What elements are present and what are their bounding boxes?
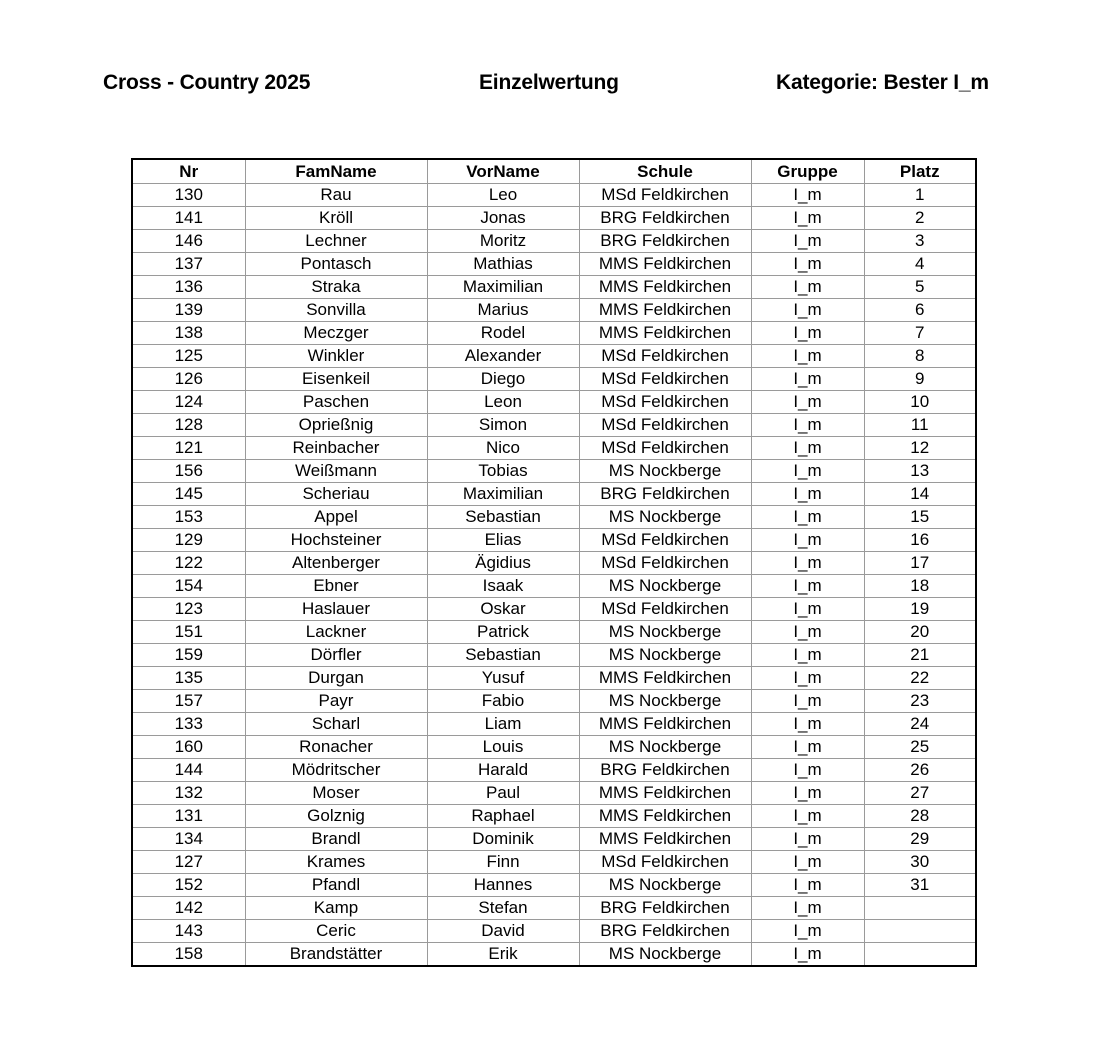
cell-platz: 19 — [864, 598, 976, 621]
cell-famname: Appel — [245, 506, 427, 529]
cell-platz: 30 — [864, 851, 976, 874]
cell-vorname: Raphael — [427, 805, 579, 828]
cell-nr: 159 — [132, 644, 245, 667]
cell-gruppe: I_m — [751, 690, 864, 713]
cell-schule: MSd Feldkirchen — [579, 345, 751, 368]
cell-gruppe: I_m — [751, 322, 864, 345]
cell-nr: 141 — [132, 207, 245, 230]
cell-famname: Krames — [245, 851, 427, 874]
cell-nr: 133 — [132, 713, 245, 736]
table-row — [132, 345, 976, 368]
cell-famname: Hochsteiner — [245, 529, 427, 552]
table-row — [132, 713, 976, 736]
cell-famname: Weißmann — [245, 460, 427, 483]
cell-famname: Pontasch — [245, 253, 427, 276]
cell-vorname: Louis — [427, 736, 579, 759]
cell-vorname: Fabio — [427, 690, 579, 713]
cell-schule: BRG Feldkirchen — [579, 207, 751, 230]
cell-gruppe: I_m — [751, 575, 864, 598]
table-row — [132, 414, 976, 437]
cell-schule: MMS Feldkirchen — [579, 253, 751, 276]
cell-gruppe: I_m — [751, 391, 864, 414]
column-header-famname: FamName — [245, 159, 427, 184]
cell-nr: 121 — [132, 437, 245, 460]
cell-famname: Payr — [245, 690, 427, 713]
cell-nr: 158 — [132, 943, 245, 967]
cell-vorname: Elias — [427, 529, 579, 552]
cell-famname: Sonvilla — [245, 299, 427, 322]
cell-vorname: Yusuf — [427, 667, 579, 690]
cell-vorname: Paul — [427, 782, 579, 805]
cell-gruppe: I_m — [751, 667, 864, 690]
cell-platz: 23 — [864, 690, 976, 713]
cell-schule: MSd Feldkirchen — [579, 598, 751, 621]
cell-nr: 134 — [132, 828, 245, 851]
table-row — [132, 552, 976, 575]
cell-famname: Durgan — [245, 667, 427, 690]
cell-gruppe: I_m — [751, 552, 864, 575]
column-header-nr: Nr — [132, 159, 245, 184]
cell-schule: MSd Feldkirchen — [579, 414, 751, 437]
cell-famname: Kröll — [245, 207, 427, 230]
cell-platz: 31 — [864, 874, 976, 897]
cell-schule: MSd Feldkirchen — [579, 368, 751, 391]
cell-platz: 24 — [864, 713, 976, 736]
cell-nr: 130 — [132, 184, 245, 207]
cell-famname: Straka — [245, 276, 427, 299]
table-row — [132, 805, 976, 828]
cell-vorname: Diego — [427, 368, 579, 391]
evaluation-type: Einzelwertung — [479, 71, 619, 94]
table-row — [132, 782, 976, 805]
cell-gruppe: I_m — [751, 782, 864, 805]
cell-platz: 2 — [864, 207, 976, 230]
cell-vorname: Stefan — [427, 897, 579, 920]
table-row — [132, 621, 976, 644]
cell-platz: 27 — [864, 782, 976, 805]
cell-famname: Lechner — [245, 230, 427, 253]
cell-schule: MSd Feldkirchen — [579, 184, 751, 207]
category-label: Kategorie: Bester I_m — [776, 71, 989, 94]
table-row — [132, 575, 976, 598]
table-row — [132, 506, 976, 529]
cell-schule: MSd Feldkirchen — [579, 851, 751, 874]
table-row — [132, 943, 976, 967]
table-row — [132, 920, 976, 943]
cell-famname: Paschen — [245, 391, 427, 414]
cell-gruppe: I_m — [751, 943, 864, 967]
table-row — [132, 644, 976, 667]
cell-nr: 157 — [132, 690, 245, 713]
cell-gruppe: I_m — [751, 414, 864, 437]
cell-nr: 122 — [132, 552, 245, 575]
cell-vorname: Jonas — [427, 207, 579, 230]
cell-famname: Lackner — [245, 621, 427, 644]
cell-famname: Scheriau — [245, 483, 427, 506]
cell-nr: 123 — [132, 598, 245, 621]
cell-vorname: David — [427, 920, 579, 943]
cell-schule: MMS Feldkirchen — [579, 299, 751, 322]
cell-platz: 21 — [864, 644, 976, 667]
cell-gruppe: I_m — [751, 207, 864, 230]
table-row — [132, 299, 976, 322]
event-title: Cross - Country 2025 — [103, 71, 311, 94]
cell-platz: 7 — [864, 322, 976, 345]
cell-schule: MSd Feldkirchen — [579, 552, 751, 575]
cell-platz: 14 — [864, 483, 976, 506]
cell-schule: MS Nockberge — [579, 690, 751, 713]
cell-famname: Brandl — [245, 828, 427, 851]
cell-gruppe: I_m — [751, 529, 864, 552]
cell-famname: Ceric — [245, 920, 427, 943]
cell-platz: 3 — [864, 230, 976, 253]
cell-nr: 137 — [132, 253, 245, 276]
column-header-platz: Platz — [864, 159, 976, 184]
cell-vorname: Maximilian — [427, 483, 579, 506]
cell-nr: 138 — [132, 322, 245, 345]
cell-schule: BRG Feldkirchen — [579, 759, 751, 782]
table-row — [132, 736, 976, 759]
cell-platz: 15 — [864, 506, 976, 529]
cell-platz — [864, 897, 976, 920]
cell-famname: Eisenkeil — [245, 368, 427, 391]
cell-gruppe: I_m — [751, 437, 864, 460]
cell-platz: 11 — [864, 414, 976, 437]
cell-vorname: Leo — [427, 184, 579, 207]
cell-vorname: Erik — [427, 943, 579, 967]
table-row — [132, 897, 976, 920]
cell-platz: 6 — [864, 299, 976, 322]
results-table — [131, 158, 977, 967]
cell-gruppe: I_m — [751, 736, 864, 759]
cell-gruppe: I_m — [751, 713, 864, 736]
cell-schule: MS Nockberge — [579, 506, 751, 529]
cell-gruppe: I_m — [751, 828, 864, 851]
cell-gruppe: I_m — [751, 851, 864, 874]
cell-platz — [864, 920, 976, 943]
cell-vorname: Ägidius — [427, 552, 579, 575]
cell-platz: 22 — [864, 667, 976, 690]
table-row — [132, 437, 976, 460]
cell-famname: Ebner — [245, 575, 427, 598]
cell-nr: 128 — [132, 414, 245, 437]
table-row — [132, 322, 976, 345]
table-row — [132, 253, 976, 276]
cell-famname: Dörfler — [245, 644, 427, 667]
cell-vorname: Moritz — [427, 230, 579, 253]
cell-vorname: Rodel — [427, 322, 579, 345]
cell-platz: 4 — [864, 253, 976, 276]
cell-vorname: Simon — [427, 414, 579, 437]
cell-platz: 9 — [864, 368, 976, 391]
cell-platz: 18 — [864, 575, 976, 598]
cell-vorname: Dominik — [427, 828, 579, 851]
cell-vorname: Hannes — [427, 874, 579, 897]
cell-vorname: Patrick — [427, 621, 579, 644]
cell-schule: MS Nockberge — [579, 736, 751, 759]
column-header-gruppe: Gruppe — [751, 159, 864, 184]
table-row — [132, 368, 976, 391]
cell-famname: Oprießnig — [245, 414, 427, 437]
cell-schule: MSd Feldkirchen — [579, 391, 751, 414]
cell-vorname: Finn — [427, 851, 579, 874]
cell-schule: MMS Feldkirchen — [579, 276, 751, 299]
cell-platz: 13 — [864, 460, 976, 483]
cell-platz: 1 — [864, 184, 976, 207]
cell-famname: Golznig — [245, 805, 427, 828]
table-row — [132, 828, 976, 851]
table-row — [132, 598, 976, 621]
cell-schule: MMS Feldkirchen — [579, 805, 751, 828]
cell-nr: 151 — [132, 621, 245, 644]
cell-schule: MMS Feldkirchen — [579, 782, 751, 805]
cell-nr: 144 — [132, 759, 245, 782]
cell-gruppe: I_m — [751, 874, 864, 897]
cell-platz: 29 — [864, 828, 976, 851]
cell-gruppe: I_m — [751, 598, 864, 621]
cell-gruppe: I_m — [751, 805, 864, 828]
cell-gruppe: I_m — [751, 920, 864, 943]
cell-schule: BRG Feldkirchen — [579, 897, 751, 920]
cell-nr: 135 — [132, 667, 245, 690]
table-row — [132, 460, 976, 483]
cell-schule: MS Nockberge — [579, 874, 751, 897]
cell-nr: 136 — [132, 276, 245, 299]
cell-platz: 12 — [864, 437, 976, 460]
cell-schule: MMS Feldkirchen — [579, 713, 751, 736]
cell-platz: 5 — [864, 276, 976, 299]
table-row — [132, 483, 976, 506]
cell-schule: BRG Feldkirchen — [579, 920, 751, 943]
cell-vorname: Maximilian — [427, 276, 579, 299]
cell-gruppe: I_m — [751, 184, 864, 207]
cell-platz: 10 — [864, 391, 976, 414]
cell-nr: 143 — [132, 920, 245, 943]
cell-gruppe: I_m — [751, 506, 864, 529]
cell-schule: MMS Feldkirchen — [579, 667, 751, 690]
table-row — [132, 667, 976, 690]
cell-nr: 126 — [132, 368, 245, 391]
cell-schule: MS Nockberge — [579, 460, 751, 483]
cell-schule: MMS Feldkirchen — [579, 828, 751, 851]
cell-schule: MS Nockberge — [579, 575, 751, 598]
cell-nr: 124 — [132, 391, 245, 414]
cell-nr: 142 — [132, 897, 245, 920]
cell-schule: MMS Feldkirchen — [579, 322, 751, 345]
cell-famname: Winkler — [245, 345, 427, 368]
cell-famname: Haslauer — [245, 598, 427, 621]
cell-platz — [864, 943, 976, 967]
cell-nr: 154 — [132, 575, 245, 598]
cell-gruppe: I_m — [751, 460, 864, 483]
cell-nr: 125 — [132, 345, 245, 368]
cell-vorname: Mathias — [427, 253, 579, 276]
cell-famname: Reinbacher — [245, 437, 427, 460]
cell-famname: Moser — [245, 782, 427, 805]
cell-nr: 139 — [132, 299, 245, 322]
cell-gruppe: I_m — [751, 897, 864, 920]
table-row — [132, 690, 976, 713]
cell-platz: 26 — [864, 759, 976, 782]
cell-schule: MS Nockberge — [579, 644, 751, 667]
cell-platz: 8 — [864, 345, 976, 368]
cell-vorname: Oskar — [427, 598, 579, 621]
cell-gruppe: I_m — [751, 483, 864, 506]
cell-famname: Pfandl — [245, 874, 427, 897]
cell-famname: Rau — [245, 184, 427, 207]
cell-platz: 16 — [864, 529, 976, 552]
table-header-row — [132, 159, 976, 184]
table-row — [132, 874, 976, 897]
cell-platz: 17 — [864, 552, 976, 575]
column-header-vorname: VorName — [427, 159, 579, 184]
cell-famname: Scharl — [245, 713, 427, 736]
cell-nr: 127 — [132, 851, 245, 874]
table-row — [132, 276, 976, 299]
cell-famname: Brandstätter — [245, 943, 427, 967]
cell-gruppe: I_m — [751, 644, 864, 667]
cell-gruppe: I_m — [751, 253, 864, 276]
cell-gruppe: I_m — [751, 230, 864, 253]
cell-nr: 131 — [132, 805, 245, 828]
cell-famname: Kamp — [245, 897, 427, 920]
cell-schule: BRG Feldkirchen — [579, 483, 751, 506]
cell-schule: MS Nockberge — [579, 943, 751, 967]
cell-vorname: Sebastian — [427, 644, 579, 667]
table-row — [132, 391, 976, 414]
cell-nr: 132 — [132, 782, 245, 805]
cell-vorname: Alexander — [427, 345, 579, 368]
cell-platz: 20 — [864, 621, 976, 644]
cell-gruppe: I_m — [751, 276, 864, 299]
table-row — [132, 529, 976, 552]
cell-schule: MS Nockberge — [579, 621, 751, 644]
cell-vorname: Leon — [427, 391, 579, 414]
cell-nr: 153 — [132, 506, 245, 529]
table-body — [132, 184, 976, 967]
cell-nr: 160 — [132, 736, 245, 759]
cell-nr: 152 — [132, 874, 245, 897]
cell-famname: Mödritscher — [245, 759, 427, 782]
cell-vorname: Liam — [427, 713, 579, 736]
column-header-schule: Schule — [579, 159, 751, 184]
table-row — [132, 851, 976, 874]
table-row — [132, 207, 976, 230]
table-row — [132, 184, 976, 207]
cell-gruppe: I_m — [751, 345, 864, 368]
cell-famname: Altenberger — [245, 552, 427, 575]
cell-schule: MSd Feldkirchen — [579, 529, 751, 552]
cell-vorname: Sebastian — [427, 506, 579, 529]
cell-famname: Ronacher — [245, 736, 427, 759]
cell-vorname: Isaak — [427, 575, 579, 598]
cell-vorname: Nico — [427, 437, 579, 460]
cell-gruppe: I_m — [751, 368, 864, 391]
cell-schule: BRG Feldkirchen — [579, 230, 751, 253]
cell-vorname: Tobias — [427, 460, 579, 483]
cell-nr: 156 — [132, 460, 245, 483]
cell-gruppe: I_m — [751, 621, 864, 644]
cell-famname: Meczger — [245, 322, 427, 345]
cell-vorname: Marius — [427, 299, 579, 322]
cell-gruppe: I_m — [751, 759, 864, 782]
table-row — [132, 230, 976, 253]
table-row — [132, 759, 976, 782]
cell-nr: 129 — [132, 529, 245, 552]
cell-nr: 146 — [132, 230, 245, 253]
cell-platz: 25 — [864, 736, 976, 759]
cell-platz: 28 — [864, 805, 976, 828]
cell-nr: 145 — [132, 483, 245, 506]
cell-gruppe: I_m — [751, 299, 864, 322]
cell-schule: MSd Feldkirchen — [579, 437, 751, 460]
cell-vorname: Harald — [427, 759, 579, 782]
